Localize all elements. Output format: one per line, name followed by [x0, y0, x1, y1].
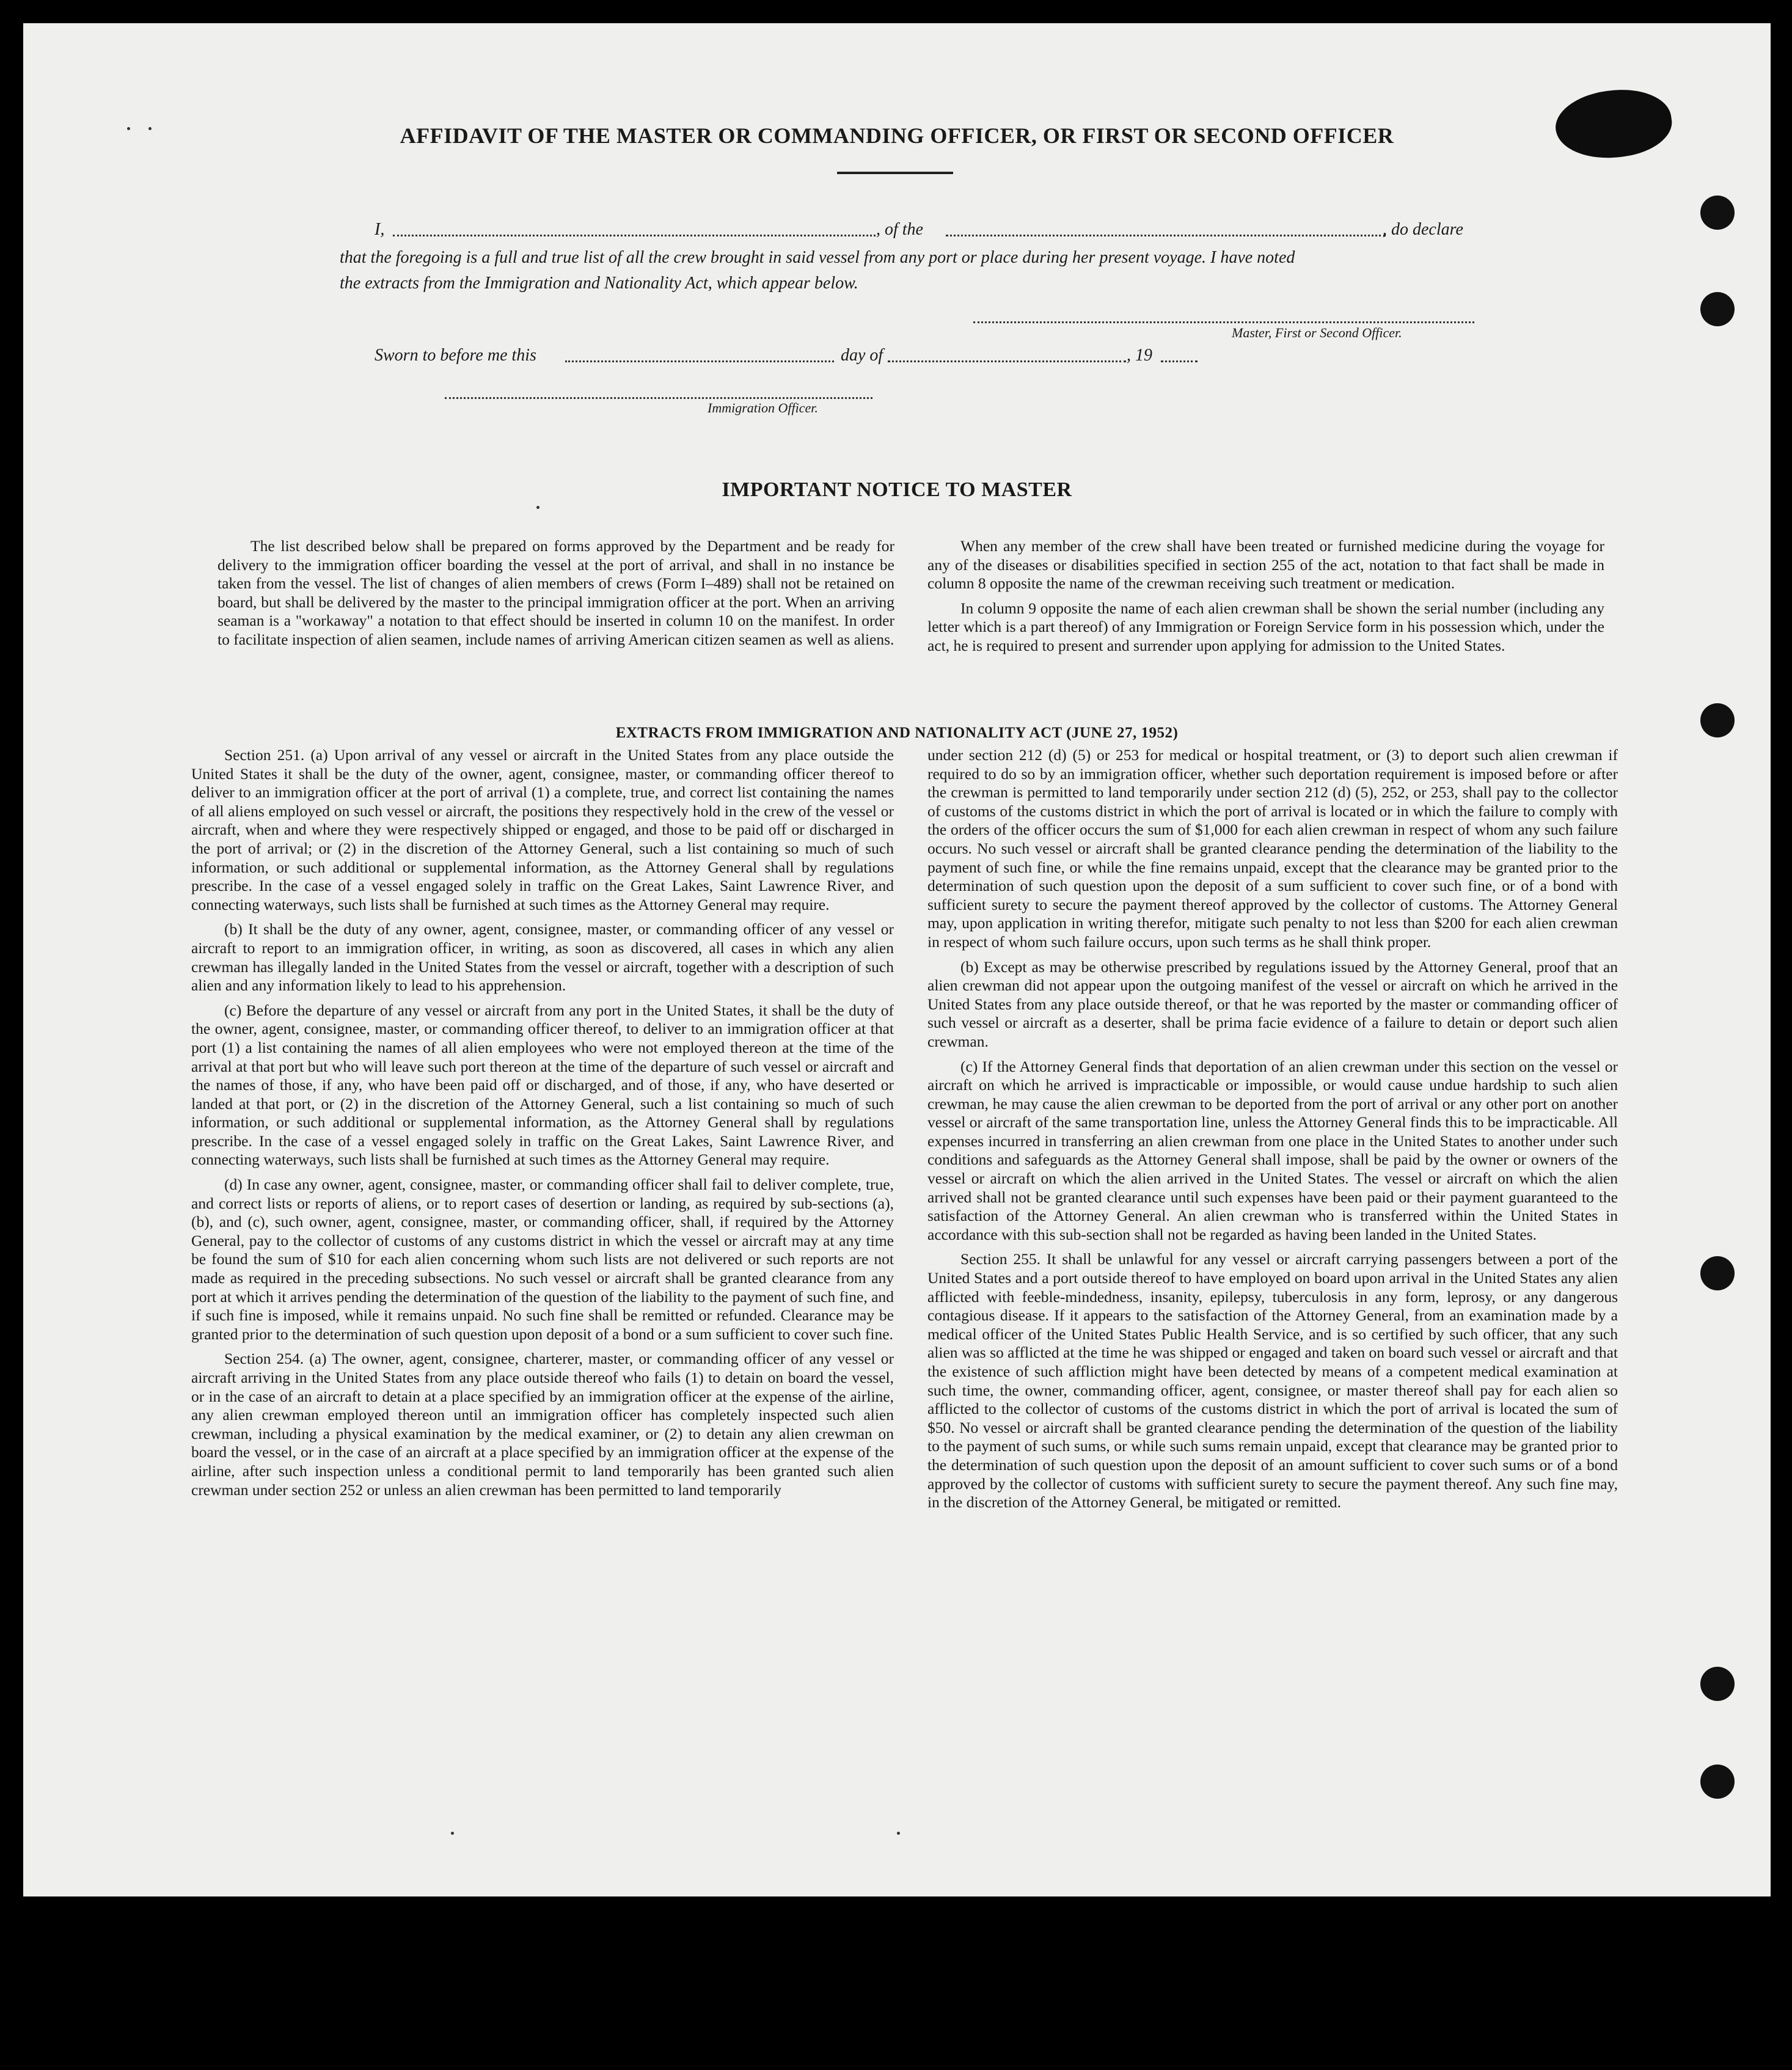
section-254-c: (c) If the Attorney General finds that deportation of an alien crewman under this section on the vessel or aircraft on which he arrived is impracticable or impossible, or would cause undue hardship to such alien crewman, he may cause the alien crewman to be deported from the port of arrival or any other port on another vessel or aircraft of the same transportation line, unless the Attorney General finds this to be impracticable. All expenses incurred in transferring an alien crewman from one place in the United States to another under such conditions and safeguards as the Attorney General shall impose, shall be paid by the owner or owners of the vessel or aircraft on which the alien arrived in the United States. The vessel or aircraft on which the alien arrived shall not be granted clearance until such expenses have been paid or their payment guaranteed to the satisfaction of the Attorney General. An alien crewman who is transferred within the United States in accordance with this sub-section shall not be regarded as having been landed in the United States.	[927, 1057, 1618, 1243]
statement-line-1: that the foregoing is a full and true list of all the crew brought in said vessel from any port or place during her present voyage. I have noted	[340, 248, 1295, 267]
punch-hole	[1700, 196, 1735, 230]
do-declare-label: , do declare	[1383, 220, 1463, 239]
notice-right-column	[927, 537, 1604, 662]
notice-left-paragraph: The list described below shall be prepared on forms approved by the Department and be ready for delivery to the immigration officer boarding the vessel at the port of arrival, and shall in no instance be taken from the vessel. The list of changes of alien members of crews (Form I–489) shall not be retained on board, but shall be delivered by the master to the principal immigration officer at the port. When an arriving seaman is a "workaway" a notation to that effect should be inserted in column 10 on the manifest. In order to facilitate inspection of alien seamen, include names of arriving American citizen seamen as well as aliens.	[218, 537, 894, 648]
notice-title: IMPORTANT NOTICE TO MASTER	[722, 478, 1072, 501]
vessel-name-field[interactable]	[946, 235, 1386, 236]
document-page	[23, 23, 1771, 1896]
section-251-c: (c) Before the departure of any vessel or aircraft from any port in the United States, it shall be the duty of the owner, agent, consignee, master, or commanding officer thereof, to deliver to an immigration officer at that port (1) a list containing the names of all alien employees who were not employed thereon at the time of the arrival at that port but who will leave such port thereon at the time of the departure of such vessel or aircraft and the names of those, if any, who have been paid off or discharged, and of those, if any, who have deserted or landed at that port, or (2) in the discretion of the Attorney General, such a list containing so much of such information, or such additional or supplemental information, as the Attorney General shall by regulations prescribe. In the case of a vessel engaged solely in traffic on the Great Lakes, Saint Lawrence River, and connecting waterways, such lists shall be furnished at such times as the Attorney General may require.	[191, 1001, 894, 1169]
section-254-b: (b) Except as may be otherwise prescribed by regulations issued by the Attorney General, proof that an alien crewman did not appear upon the outgoing manifest of the vessel or aircraft on which he arrived in the United States from any place outside thereof, or that he was reported by the master or commanding officer of such vessel or aircraft as a deserter, shall be prima facie evidence of a failure to detain or deport such alien crewman.	[927, 957, 1618, 1050]
section-251-a: Section 251. (a) Upon arrival of any vessel or aircraft in the United States from any place outside the United States it shall be the duty of the owner, agent, consignee, master, or commanding officer thereof to deliver to an immigration officer at the port of arrival (1) a complete, true, and correct list containing the names of all aliens employed on such vessel or aircraft, the positions they respectively hold in the crew of the vessel or aircraft, when and where they were respectively shipped or engaged, and those to be paid off or discharged in the port of arrival; or (2) in the discretion of the Attorney General, such a list containing so much of such information, or such additional or supplemental information, as the Attorney General shall by regulations prescribe. In the case of a vessel engaged solely in traffic on the Great Lakes, Saint Lawrence River, and connecting waterways, such lists shall be furnished at such times as the Attorney General may require.	[191, 746, 894, 913]
scan-speck	[148, 127, 152, 130]
scan-speck	[451, 1832, 454, 1835]
sworn-label: Sworn to before me this	[375, 346, 536, 365]
extracts-title: EXTRACTS FROM IMMIGRATION AND NATIONALITY ACT (JUNE 27, 1952)	[615, 725, 1179, 741]
day-of-label: day of	[841, 346, 883, 365]
notice-right-paragraph-2: In column 9 opposite the name of each alien crewman shall be shown the serial number (including any letter which is a part thereof) of any Immigration or Foreign Service form in his possession which, under the act, he is required to present and surrender upon applying for admission to the United States.	[927, 599, 1604, 654]
section-251-d: (d) In case any owner, agent, consignee, master, or commanding officer shall fail to deliver complete, true, and correct lists or reports of aliens, or to report cases of desertion or landing, as required by sub-sections (a), (b), and (c), such owner, agent, consignee, master, or commanding officer, shall, if required by the Attorney General, pay to the collector of customs of any customs district in which the vessel or aircraft may at any time be found the sum of $10 for each alien concerning whom such lists are not delivered or such reports are not made as required in the preceding subsections. No such vessel or aircraft shall be granted clearance from any port at which it arrives pending the determination of the question of the liability to the payment of such fine, and if such fine is imposed, while it remains unpaid. No such fine shall be remitted or refunded. Clearance may be granted prior to the determination of such question upon deposit of a bond or a sum sufficient to cover such fine.	[191, 1176, 894, 1343]
notice-right-paragraph-1: When any member of the crew shall have been treated or furnished medicine during the voyage for any of the diseases or disabilities specified in section 255 of the act, notation to that fact shall be made in column 8 opposite the name of the crewman receiving such treatment or medication.	[927, 537, 1604, 593]
punch-hole	[1700, 1765, 1735, 1799]
sworn-month-field[interactable]	[888, 360, 1126, 362]
master-signature-field[interactable]	[973, 321, 1474, 323]
ink-blot	[1551, 82, 1675, 165]
affidavit-title: AFFIDAVIT OF THE MASTER OR COMMANDING OFFICER, OR FIRST OR SECOND OFFICER	[400, 123, 1394, 148]
i-label: I,	[375, 220, 385, 239]
immigration-officer-label: Immigration Officer.	[708, 400, 818, 415]
section-251-b: (b) It shall be the duty of any owner, agent, consignee, master, or commanding officer of any vessel or aircraft to report to an immigration officer, in writing, as soon as discovered, all cases in which any alien crewman has illegally landed in the United States from the vessel or aircraft, together with a description of such alien and any information likely to lead to his apprehension.	[191, 920, 894, 995]
section-254-a-cont: under section 212 (d) (5) or 253 for medical or hospital treatment, or (3) to deport such alien crewman if required to do so by an immigration officer, whether such deportation requirement is imposed before or after the crewman is permitted to land temporarily under section 212 (d) (5), 252, or 253, shall pay to the collector of customs of the customs district in which the port of arrival is located or in which the failure to comply with the orders of the officer occurs the sum of $1,000 for each alien crewman in respect of whom any such failure occurs. No such vessel or aircraft shall be granted clearance pending the determination of the liability to the payment of such fine, or while the fine remains unpaid, except that the clearance may be granted prior to the determination of such question upon the deposit of a sum sufficient to cover such fine, or of a bond with sufficient surety to secure the payment thereof approved by the collector of customs. The Attorney General may, upon application in writing therefor, mitigate such penalty to not less than $200 for each alien crewman in respect of whom such failure occurs, upon such terms as he shall think proper.	[927, 746, 1618, 951]
section-254-a: Section 254. (a) The owner, agent, consignee, charterer, master, or commanding officer of any vessel or aircraft arriving in the United States from any place outside thereof who fails (1) to detain on board the vessel, or in the case of an aircraft to detain at a place specified by an immigration officer at the expense of the airline, any alien crewman employed thereon until an immigration officer has completely inspected such alien crewman, including a physical examination by the medical examiner, or (2) to detain any alien crewman on board the vessel, or in the case of an aircraft at a place specified by an immigration officer at the expense of the airline, after such inspection unless a conditional permit to land temporarily has been granted such alien crewman under section 252 or unless an alien crewman has been permitted to land temporarily	[191, 1350, 894, 1499]
extracts-right-column	[927, 746, 1618, 1518]
punch-hole	[1700, 703, 1735, 737]
of-the-label: , of the	[876, 220, 923, 239]
statement-line-2: the extracts from the Immigration and Nationality Act, which appear below.	[340, 274, 858, 293]
notice-left-column	[218, 537, 894, 656]
declarant-name-field[interactable]	[393, 235, 876, 236]
section-255: Section 255. It shall be unlawful for any vessel or aircraft carrying passengers between a port of the United States and a port outside thereof to have employed on board upon arrival in the United States any alien afflicted with feeble-mindedness, insanity, epilepsy, tuberculosis in any form, leprosy, or any dangerous contagious disease. If it appears to the satisfaction of the Attorney General, from an examination made by a medical officer of the United States Public Health Service, and is so certified by such officer, that any such alien was so afflicted at the time he was shipped or engaged and taken on board such vessel or aircraft and that the existence of such affliction might have been detected by means of a competent medical examination at such time, the owner, commanding officer, agent, consignee, or master thereof shall pay for each alien so afflicted to the collector of customs of the customs district in which the port of arrival is located the sum of $50. No vessel or aircraft shall be granted clearance pending the determination of the question of the liability to the payment of such sums, or while such sums remain unpaid, except that clearance may be granted prior to the determination of such question upon the deposit of an amount sufficient to cover such sums or of a bond approved by the collector of customs with sufficient surety to secure the payment thereof. Any such fine may, in the discretion of the Attorney General, be mitigated or remitted.	[927, 1250, 1618, 1512]
scan-speck	[127, 127, 130, 130]
scan-speck	[897, 1832, 900, 1835]
immigration-officer-signature-field[interactable]	[445, 397, 872, 399]
year-label: , 19	[1127, 346, 1152, 365]
sworn-year-field[interactable]	[1161, 360, 1198, 362]
scan-speck	[536, 506, 539, 509]
punch-hole	[1700, 292, 1735, 326]
master-signature-label: Master, First or Second Officer.	[1232, 325, 1402, 340]
punch-hole	[1700, 1256, 1735, 1290]
sworn-day-field[interactable]	[565, 360, 834, 362]
punch-hole	[1700, 1667, 1735, 1701]
extracts-left-column	[191, 746, 894, 1505]
title-underline	[837, 172, 953, 174]
